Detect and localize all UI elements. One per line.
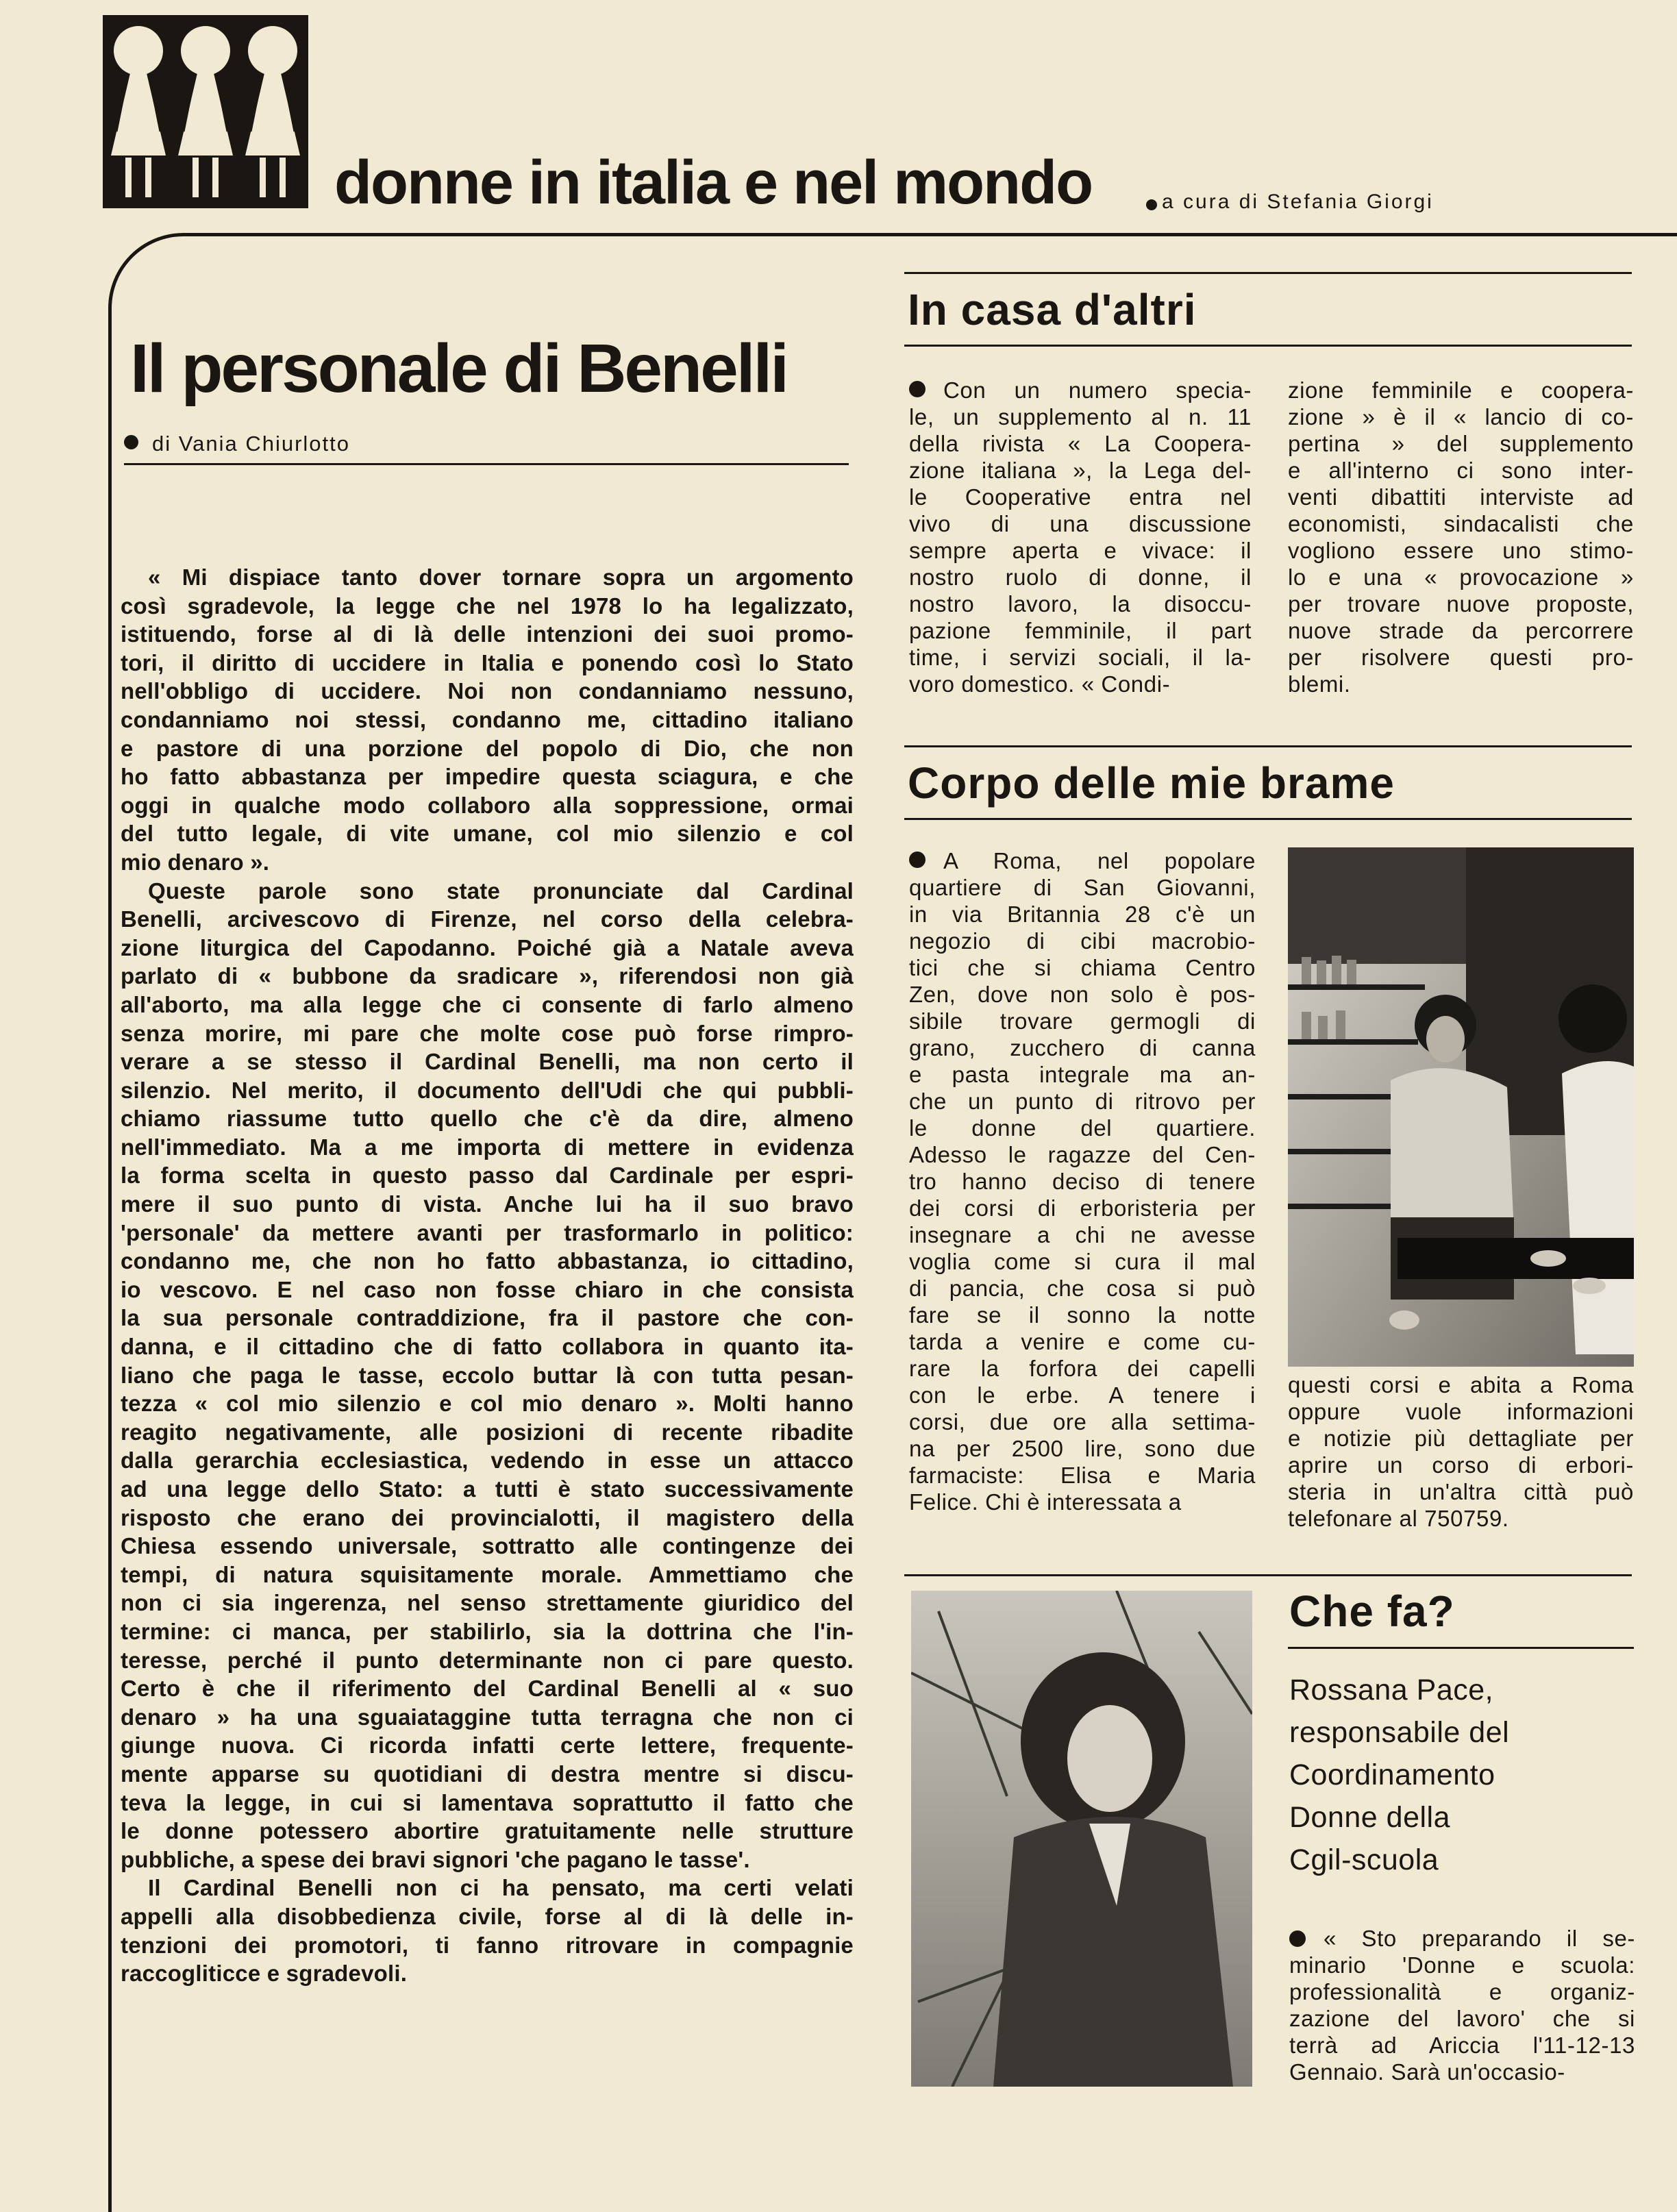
- intro-line: Rossana Pace,: [1289, 1674, 1494, 1706]
- chefa-intro: [1289, 1669, 1635, 1881]
- text-line: denaro » ha una sguaiataggine tutta terragna che non ci: [121, 1704, 854, 1730]
- text-line: in via Britannia 28 c'è un: [909, 902, 1256, 927]
- text-line: non ci sia ingerenza, nel senso strettamente giuridico del: [121, 1590, 854, 1616]
- text-line: mere il suo punto di vista. Anche lui ha il suo bravo: [121, 1191, 854, 1217]
- text-line: « Mi dispiace tanto dover tornare sopra un argomento: [148, 564, 854, 590]
- text-line: tempi, di natura squisitamente morale. Ammettiamo che: [121, 1561, 854, 1587]
- text-line: voro domestico. « Condi-: [909, 671, 1171, 697]
- text-line: le donne del quartiere.: [909, 1115, 1256, 1141]
- text-line: A Roma, nel popolare: [943, 848, 1256, 873]
- text-line: silenzio. Nel merito, il documento dell'Udi che qui pubbli-: [121, 1077, 854, 1103]
- text-line: condanniamo noi stessi, condanno me, cittadino italiano: [121, 706, 854, 732]
- text-line: e all'interno ci sono inter-: [1288, 458, 1634, 483]
- text-line: zazione del lavoro' che si: [1289, 2006, 1635, 2031]
- text-line: nuove strade da percorrere: [1288, 618, 1634, 643]
- text-line: « Sto preparando il se-: [1324, 1926, 1635, 1951]
- text-line: Zen, dove non solo è pos-: [909, 982, 1256, 1007]
- text-line: le Cooperative entra nel: [909, 484, 1252, 510]
- text-line: Certo è che il riferimento del Cardinal Benelli al « suo: [121, 1676, 854, 1702]
- shop-photo: [1288, 847, 1634, 1367]
- text-line: telefonare al 750759.: [1288, 1506, 1509, 1531]
- text-line: nostro ruolo di donne, il: [909, 564, 1252, 590]
- text-line: risposto che erano dei provincialotti, il magistero della: [121, 1504, 854, 1530]
- text-line: mente apparse su quotidiani di destra mentre si discu-: [121, 1761, 854, 1787]
- corpo-column-1: [909, 847, 1256, 1515]
- text-line: della rivista « La Coopera-: [909, 431, 1252, 456]
- text-line: tro hanno deciso di tenere: [909, 1169, 1256, 1194]
- text-line: mio denaro ».: [121, 849, 270, 875]
- article-body: [121, 563, 854, 1988]
- text-line: appelli alla disobbedienza civile, forse al di là delle in-: [121, 1903, 854, 1929]
- intro-line: responsabile del: [1289, 1716, 1510, 1749]
- text-line: tori, il diritto di uccidere in Italia e ponendo così lo Stato: [121, 649, 854, 675]
- text-line: Con un numero specia-: [943, 377, 1252, 403]
- text-line: Adesso le ragazze del Cen-: [909, 1142, 1256, 1167]
- text-line: corsi, due ore alla settima-: [909, 1409, 1256, 1434]
- text-line: zione » è il « lancio di co-: [1288, 404, 1634, 430]
- text-line: dei corsi di erboristeria per: [909, 1195, 1256, 1221]
- text-line: questi corsi e abita a Roma: [1288, 1372, 1634, 1397]
- text-line: giunge nuova. Ci ricorda infatti certe lettere, frequente-: [121, 1732, 854, 1759]
- text-line: insegnare a chi ne avesse: [909, 1222, 1256, 1247]
- text-line: quartiere di San Giovanni,: [909, 875, 1256, 900]
- text-line: le donne potessero abortire gratuitamente nelle strutture: [121, 1818, 854, 1844]
- text-line: vivo di una discussione: [909, 511, 1252, 536]
- text-line: grano, zucchero di canna: [909, 1035, 1256, 1060]
- text-line: tenzioni dei promotori, ti fanno ritrovare in compagnie: [121, 1932, 854, 1958]
- text-line: la sua personale contraddizione, fra il pastore che con-: [121, 1305, 854, 1331]
- section-rule: [904, 272, 1632, 274]
- text-line: tarda a venire e come cu-: [909, 1329, 1256, 1354]
- intro-line: Donne della: [1289, 1801, 1451, 1834]
- section-heading-casa: In casa d'altri: [908, 285, 1197, 334]
- section-rule: [904, 1574, 1632, 1576]
- text-line: 'personale' da mettere avanti per trasformarlo in politico:: [121, 1219, 854, 1245]
- text-line: farmaciste: Elisa e Maria: [909, 1463, 1256, 1488]
- text-line: negozio di cibi macrobio-: [909, 928, 1256, 954]
- text-line: lo e una « provocazione »: [1288, 564, 1634, 590]
- text-line: e pasta integrale ma an-: [909, 1062, 1256, 1087]
- frame-corner: [108, 233, 194, 319]
- text-line: liano che paga le tasse, eccolo buttar là con tutta pesan-: [121, 1362, 854, 1388]
- text-line: Chiesa essendo universale, sottratto alle contingenze dei: [121, 1533, 854, 1559]
- casa-column-2: [1288, 377, 1634, 697]
- text-line: del tutto legale, di vite umane, col mio silenzio e col: [121, 821, 854, 847]
- text-line: zione liturgica del Capodanno. Poiché già a Natale aveva: [121, 934, 854, 960]
- text-line: rare la forfora dei capelli: [909, 1356, 1256, 1381]
- text-line: ad una legge dello Stato: a tutti è stato successivamente: [121, 1476, 854, 1502]
- article-byline: di Vania Chiurlotto: [152, 432, 351, 456]
- text-line: condanno me, che non ho fatto abbastanza, io cittadino,: [121, 1248, 854, 1274]
- text-line: blemi.: [1288, 671, 1351, 697]
- text-line: raccogliticce e sgradevoli.: [121, 1961, 408, 1987]
- portrait-photo: [911, 1591, 1252, 2087]
- text-line: verare a se stesso il Cardinal Benelli, ma non certo il: [121, 1049, 854, 1075]
- frame-top-rule: [189, 233, 336, 236]
- text-line: la forma scelta in questo passo dal Cardinale per espri-: [121, 1163, 854, 1189]
- section-rule: [1288, 1647, 1634, 1649]
- bullet-dot-icon: [124, 435, 138, 449]
- text-line: pubbliche, a spese dei bravi signori 'che pagano le tasse'.: [121, 1846, 750, 1872]
- byline-rule: [124, 463, 849, 465]
- section-rule: [904, 345, 1632, 347]
- frame-left-rule: [108, 312, 112, 2212]
- text-line: tezza « col mio silenzio e col mio denaro ». Molti hanno: [121, 1391, 854, 1417]
- chefa-column: [1289, 1925, 1635, 2085]
- text-line: Benelli, arcivescovo di Firenze, nel corso della celebra-: [121, 906, 854, 932]
- section-heading-chefa: Che fa?: [1289, 1587, 1455, 1636]
- text-line: teva la legge, in cui si lamentava soprattutto il fatto che: [121, 1789, 854, 1815]
- text-line: minario 'Donne e scuola:: [1289, 1952, 1635, 1978]
- text-line: reagito negativamente, alle posizioni di recente ribadite: [121, 1419, 854, 1445]
- text-line: tici che si chiama Centro: [909, 955, 1256, 980]
- section-rule: [904, 818, 1632, 820]
- text-line: istituendo, forse al di là delle intenzioni dei suoi promo-: [121, 621, 854, 647]
- text-line: e notizie più dettagliate per: [1288, 1426, 1634, 1451]
- text-line: che un punto di ritrovo per: [909, 1089, 1256, 1114]
- text-line: terrà ad Ariccia l'11-12-13: [1289, 2033, 1635, 2058]
- text-line: pazione femminile, il part: [909, 618, 1252, 643]
- intro-line: Cgil-scuola: [1289, 1843, 1439, 1876]
- text-line: zione italiana », la Lega del-: [909, 458, 1252, 483]
- text-line: per trovare nuove proposte,: [1288, 591, 1634, 617]
- section-rule: [904, 745, 1632, 747]
- women-figures-logo: [103, 15, 308, 208]
- text-line: io vescovo. E nel caso non fosse chiaro in che consista: [121, 1276, 854, 1302]
- text-line: con le erbe. A tenere i: [909, 1382, 1256, 1408]
- text-line: sempre aperta e vivace: il: [909, 538, 1252, 563]
- text-line: termine: ci manca, per stabilirlo, sia la dottrina che l'in-: [121, 1618, 854, 1644]
- text-line: oggi in qualche modo collaboro alla soppressione, ormai: [121, 792, 854, 818]
- text-line: aprire un corso di erbori-: [1288, 1452, 1634, 1478]
- text-line: sibile trovare germogli di: [909, 1008, 1256, 1034]
- text-line: così sgradevole, la legge che nel 1978 lo ha legalizzato,: [121, 593, 854, 619]
- text-line: le, un supplemento al n. 11: [909, 404, 1252, 430]
- text-line: fare se il sonno la notte: [909, 1302, 1256, 1328]
- text-line: venti dibattiti interviste ad: [1288, 484, 1634, 510]
- header-rule: [334, 233, 1677, 236]
- text-line: Queste parole sono state pronunciate dal Cardinal: [148, 878, 854, 904]
- text-line: ho fatto abbastanza per impedire questa sciagura, e che: [121, 764, 854, 790]
- text-line: parlato di « bubbone da sradicare », riferendosi non già: [121, 963, 854, 989]
- text-line: economisti, sindacalisti che: [1288, 511, 1634, 536]
- text-line: per risolvere questi pro-: [1288, 645, 1634, 670]
- text-line: steria in un'altra città può: [1288, 1479, 1634, 1504]
- text-line: oppure vuole informazioni: [1288, 1399, 1634, 1424]
- section-credit: a cura di Stefania Giorgi: [1162, 190, 1434, 213]
- casa-column-1: [909, 377, 1252, 697]
- text-line: Il Cardinal Benelli non ci ha pensato, ma certi velati: [148, 1875, 854, 1901]
- text-line: pertina » del supplemento: [1288, 431, 1634, 456]
- text-line: professionalità e organiz-: [1289, 1979, 1635, 2004]
- text-line: Felice. Chi è interessata a: [909, 1489, 1182, 1515]
- intro-line: Coordinamento: [1289, 1759, 1495, 1791]
- text-line: voglia come si cura il mal: [909, 1249, 1256, 1274]
- text-line: all'aborto, ma alla legge che ci consente di farlo almeno: [121, 991, 854, 1017]
- text-line: dalla gerarchia ecclesiastica, vedendo in esse un attacco: [121, 1447, 854, 1474]
- text-line: di pancia, che cosa si può: [909, 1276, 1256, 1301]
- text-line: nell'immediato. Ma a me importa di mettere in evidenza: [121, 1134, 854, 1160]
- corpo-column-2: [1288, 1371, 1634, 1532]
- text-line: Gennaio. Sarà un'occasio-: [1289, 2059, 1565, 2085]
- text-line: nell'obbligo di uccidere. Noi non condanniamo nessuno,: [121, 678, 854, 704]
- article-title: Il personale di Benelli: [130, 330, 788, 407]
- text-line: teresse, perché il punto determinante non ci pare questo.: [121, 1647, 854, 1673]
- section-title: donne in italia e nel mondo: [334, 149, 1093, 217]
- text-line: e pastore di una porzione del popolo di Dio, che non: [121, 735, 854, 761]
- text-line: danna, e il cittadino che di fatto collabora in quanto ita-: [121, 1334, 854, 1360]
- text-line: nostro lavoro, la disoccu-: [909, 591, 1252, 617]
- text-line: senza morire, mi pare che molte cose può forse rimpro-: [121, 1020, 854, 1046]
- text-line: chiamo riassume tutto quello che c'è da dire, almeno: [121, 1106, 854, 1132]
- text-line: time, i servizi sociali, il la-: [909, 645, 1252, 670]
- text-line: na per 2500 lire, sono due: [909, 1436, 1256, 1461]
- section-heading-corpo: Corpo delle mie brame: [908, 758, 1395, 808]
- text-line: vogliono essere uno stimo-: [1288, 538, 1634, 563]
- text-line: zione femminile e coopera-: [1288, 377, 1634, 403]
